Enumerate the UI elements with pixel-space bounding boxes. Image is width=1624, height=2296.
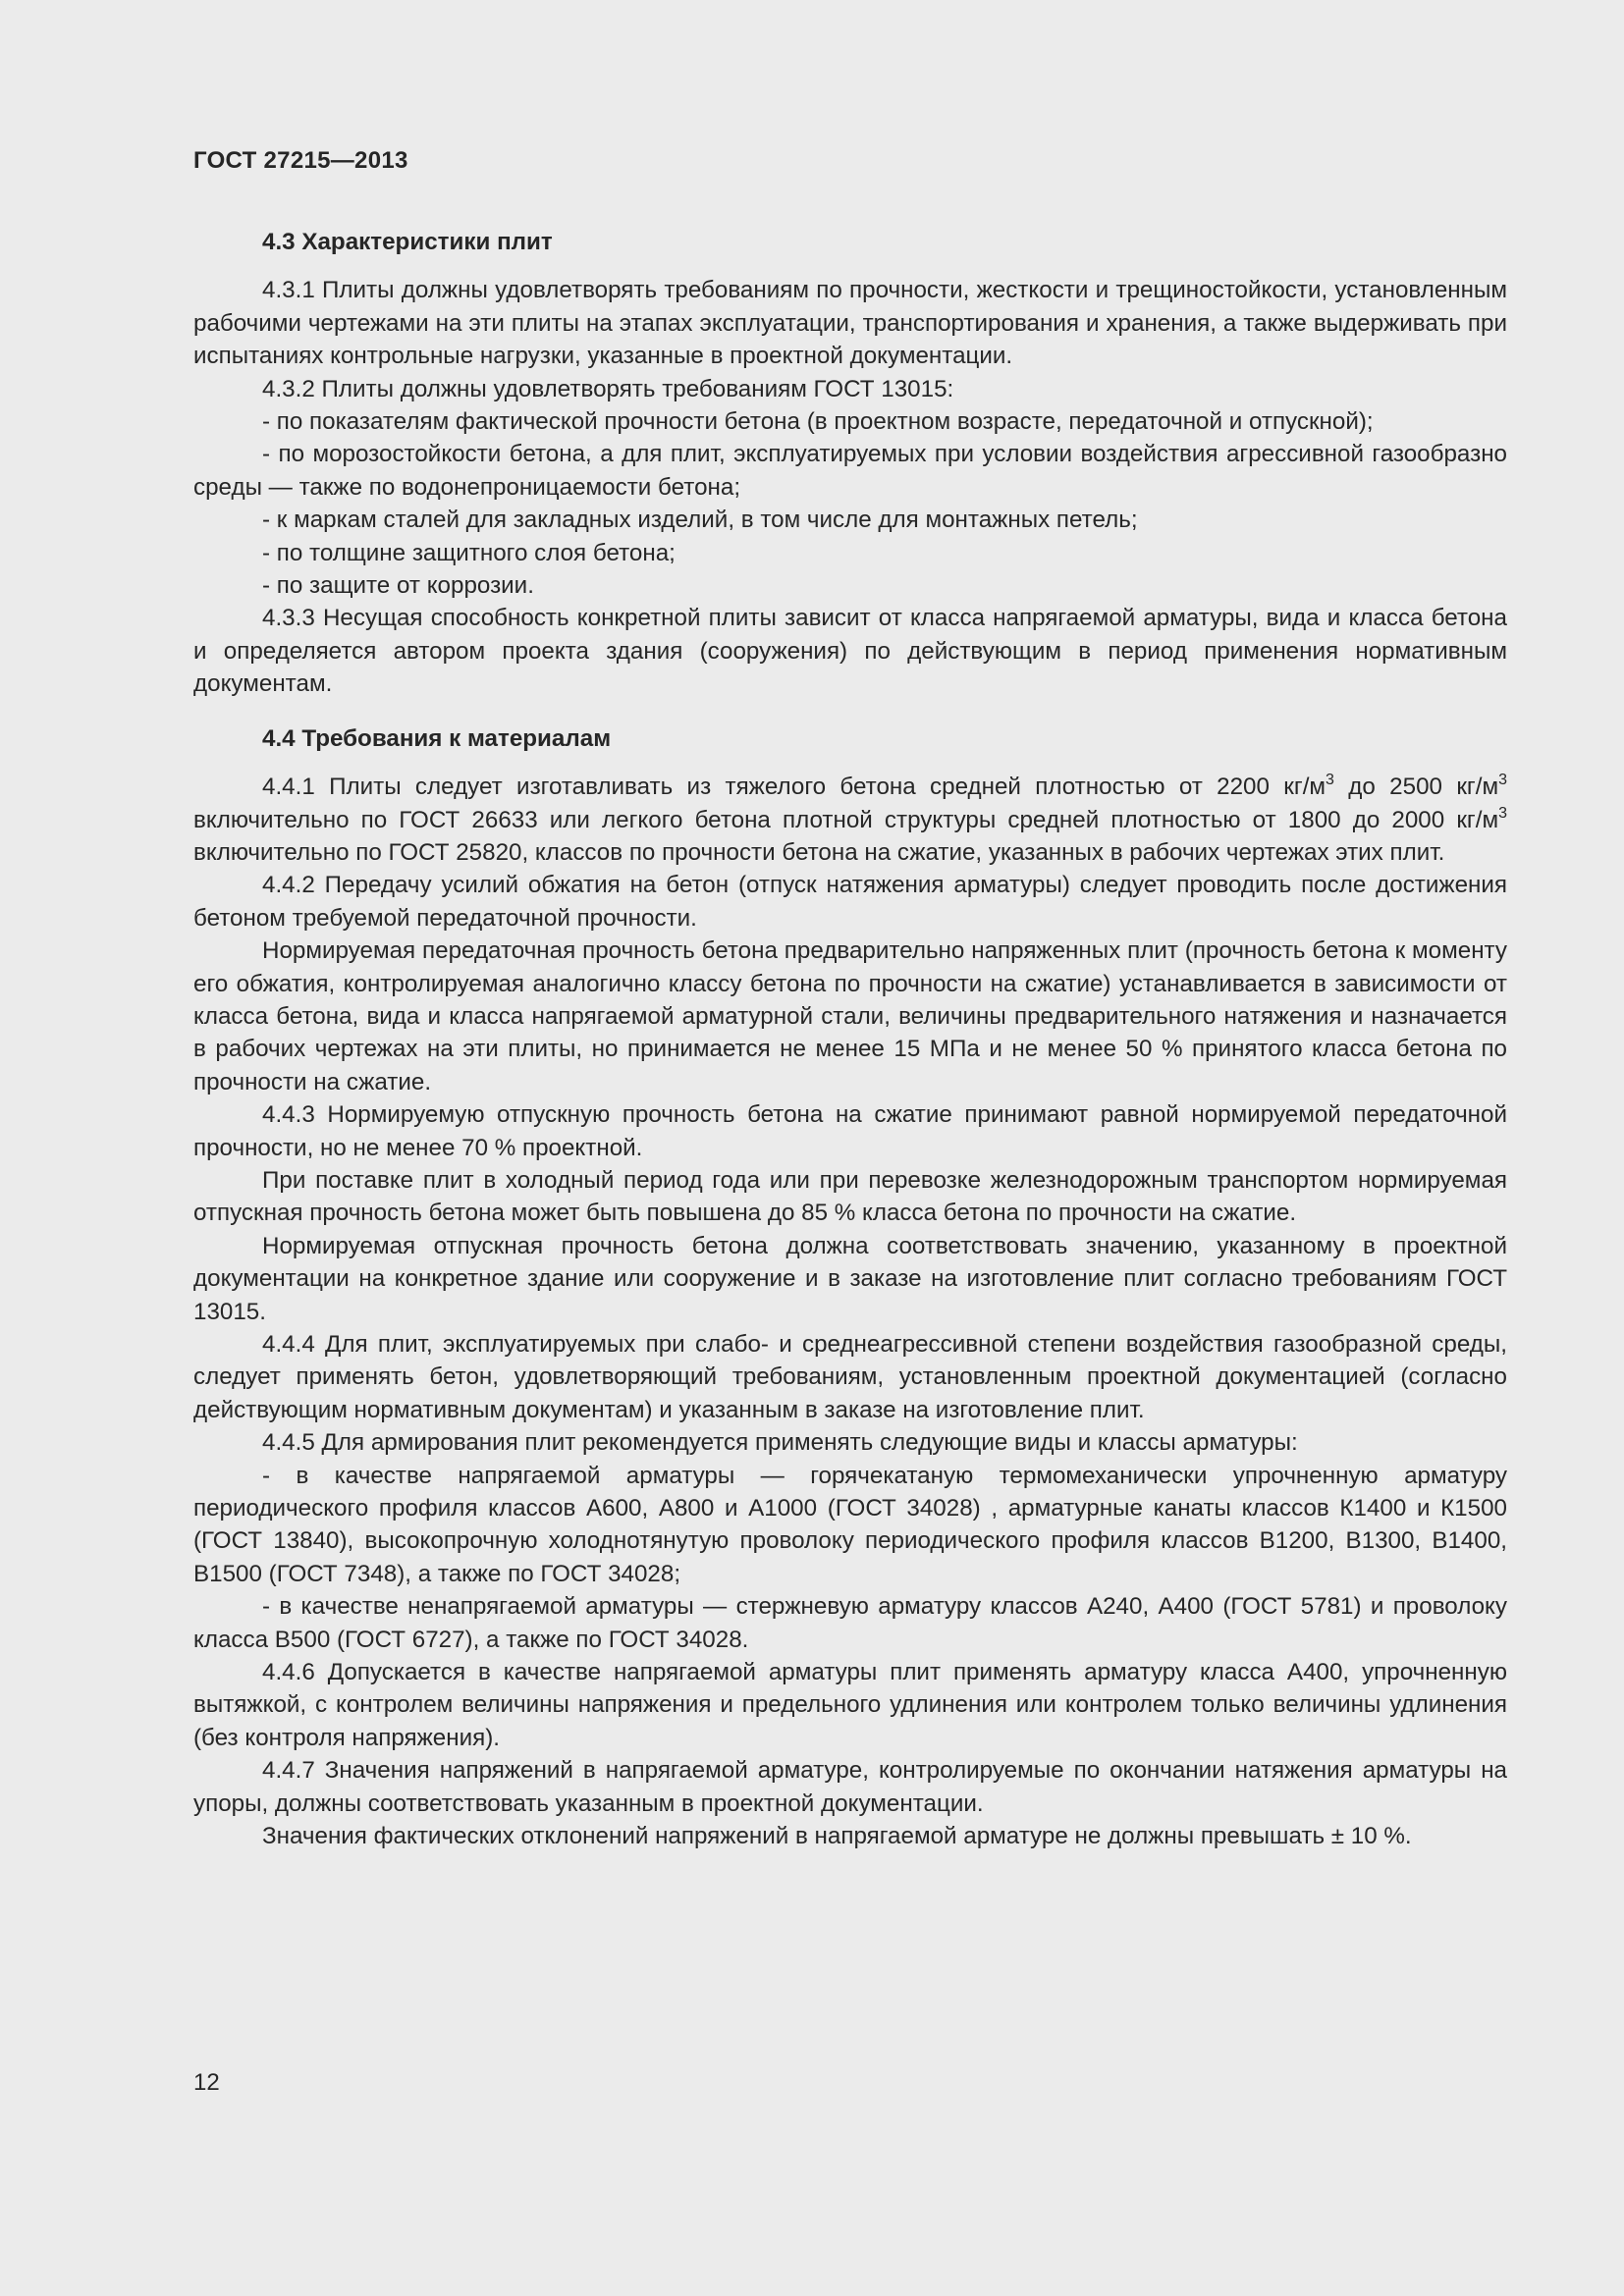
paragraph-4-4-6: 4.4.6 Допускается в качестве напрягаемой арматуры плит применять арматуру класса А400, упрочненную вытяжкой, с контролем величины напряжения и предельного удлинения или контролем только величины удлинения (без контроля напряжения). [193, 1659, 1507, 1751]
text-run: 4.4.1 Плиты следует изготавливать из тяжелого бетона средней плотностью от 2200 кг/м [262, 774, 1326, 801]
text-run: включительно по ГОСТ 25820, классов по прочности бетона на сжатие, указанных в рабочих чертежах этих плит. [193, 838, 1445, 866]
page-number: 12 [193, 2069, 220, 2096]
paragraph-4-3-3: 4.3.3 Несущая способность конкретной плиты зависит от класса напрягаемой арматуры, вида и класса бетона и определяется автором проекта здания (сооружения) по действующим в период применения нормативным документам. [193, 605, 1507, 698]
list-item: - к маркам сталей для закладных изделий, в том числе для монтажных петель; [262, 507, 1138, 534]
document-header: ГОСТ 27215—2013 [193, 147, 408, 174]
text-run: до 2500 кг/м [1333, 774, 1499, 801]
list-item: - по защите от коррозии. [262, 572, 534, 600]
paragraph-4-4-2-b: Нормируемая передаточная прочность бетона предварительно напряженных плит (прочность бетона к моменту его обжатия, контролируемая аналогично классу бетона по прочности на сжатие) устанавливается в зависимости от класса бетона, вида и класса напрягаемой арматурной стали, величины предварительного натяжения и назначается в рабочих чертежах на эти плиты, но принимается не менее 15 МПа и не менее 50 % принятого класса бетона по прочности на сжатие. [193, 937, 1507, 1095]
paragraph-4-4-3-b: При поставке плит в холодный период года или при перевозке железнодорожным транспортом нормируемая отпускная прочность бетона может быть повышена до 85 % класса бетона по прочности на сжатие. [193, 1166, 1507, 1227]
paragraph-4-4-1 [193, 771, 1507, 869]
document-body [193, 226, 1507, 1853]
paragraph-4-4-3: 4.4.3 Нормируемую отпускную прочность бетона на сжатие принимают равной нормируемой передаточной прочности, но не менее 70 % проектной. [193, 1101, 1507, 1161]
superscript: 3 [1498, 772, 1507, 789]
paragraph-4-4-3-c: Нормируемая отпускная прочность бетона должна соответствовать значению, указанному в проектной документации на конкретное здание или сооружение и в заказе на изготовление плит согласно требованиям ГОСТ 13015. [193, 1232, 1507, 1325]
superscript: 3 [1326, 772, 1334, 789]
section-4-4-title: 4.4 Требования к материалам [262, 724, 612, 752]
paragraph-4-4-2: 4.4.2 Передачу усилий обжатия на бетон (отпуск натяжения арматуры) следует проводить после достижения бетоном требуемой передаточной прочности. [193, 872, 1507, 932]
paragraph-4-4-7: 4.4.7 Значения напряжений в напрягаемой арматуре, контролируемые по окончании натяжения арматуры на упоры, должны соответствовать указанным в проектной документации. [193, 1757, 1507, 1817]
text-run: включительно по ГОСТ 26633 или легкого бетона плотной структуры средней плотностью от 1800 до 2000 кг/м [193, 806, 1499, 833]
paragraph-4-4-7-b: Значения фактических отклонений напряжений в напрягаемой арматуре не должны превышать ± 10 %. [262, 1823, 1412, 1850]
superscript: 3 [1498, 804, 1507, 822]
list-item: - по показателям фактической прочности бетона (в проектном возрасте, передаточной и отпускной); [262, 408, 1374, 436]
paragraph-4-3-1: 4.3.1 Плиты должны удовлетворять требованиям по прочности, жесткости и трещиностойкости, установленным рабочими чертежами на эти плиты на этапах эксплуатации, транспортирования и хранения, а также выдерживать при испытаниях контрольные нагрузки, указанные в проектной документации. [193, 277, 1507, 370]
list-item: - в качестве ненапрягаемой арматуры — стержневую арматуру классов А240, А400 (ГОСТ 5781) и проволоку класса В500 (ГОСТ 6727), а также по ГОСТ 34028. [193, 1593, 1507, 1653]
paragraph-4-3-2: 4.3.2 Плиты должны удовлетворять требованиям ГОСТ 13015: [262, 375, 954, 402]
paragraph-4-4-4: 4.4.4 Для плит, эксплуатируемых при слабо- и среднеагрессивной степени воздействия газообразной среды, следует применять бетон, удовлетворяющий требованиям, установленным проектной документацией (согласно действующим нормативным документам) и указанным в заказе на изготовление плит. [193, 1331, 1507, 1423]
list-item: - в качестве напрягаемой арматуры — горячекатаную термомеханически упрочненную арматуру периодического профиля классов А600, А800 и А1000 (ГОСТ 34028) , арматурные канаты классов К1400 и К1500 (ГОСТ 13840), высокопрочную холоднотянутую проволоку периодического профиля классов В1200, В1300, В1400, В1500 (ГОСТ 7348), а также по ГОСТ 34028; [193, 1462, 1507, 1587]
paragraph-4-4-5: 4.4.5 Для армирования плит рекомендуется применять следующие виды и классы арматуры: [262, 1429, 1298, 1457]
section-4-3-title: 4.3 Характеристики плит [262, 229, 553, 255]
list-item: - по толщине защитного слоя бетона; [262, 539, 676, 566]
list-item: - по морозостойкости бетона, а для плит, эксплуатируемых при условии воздействия агрессивной газообразно среды — также по водонепроницаемости бетона; [193, 441, 1507, 501]
